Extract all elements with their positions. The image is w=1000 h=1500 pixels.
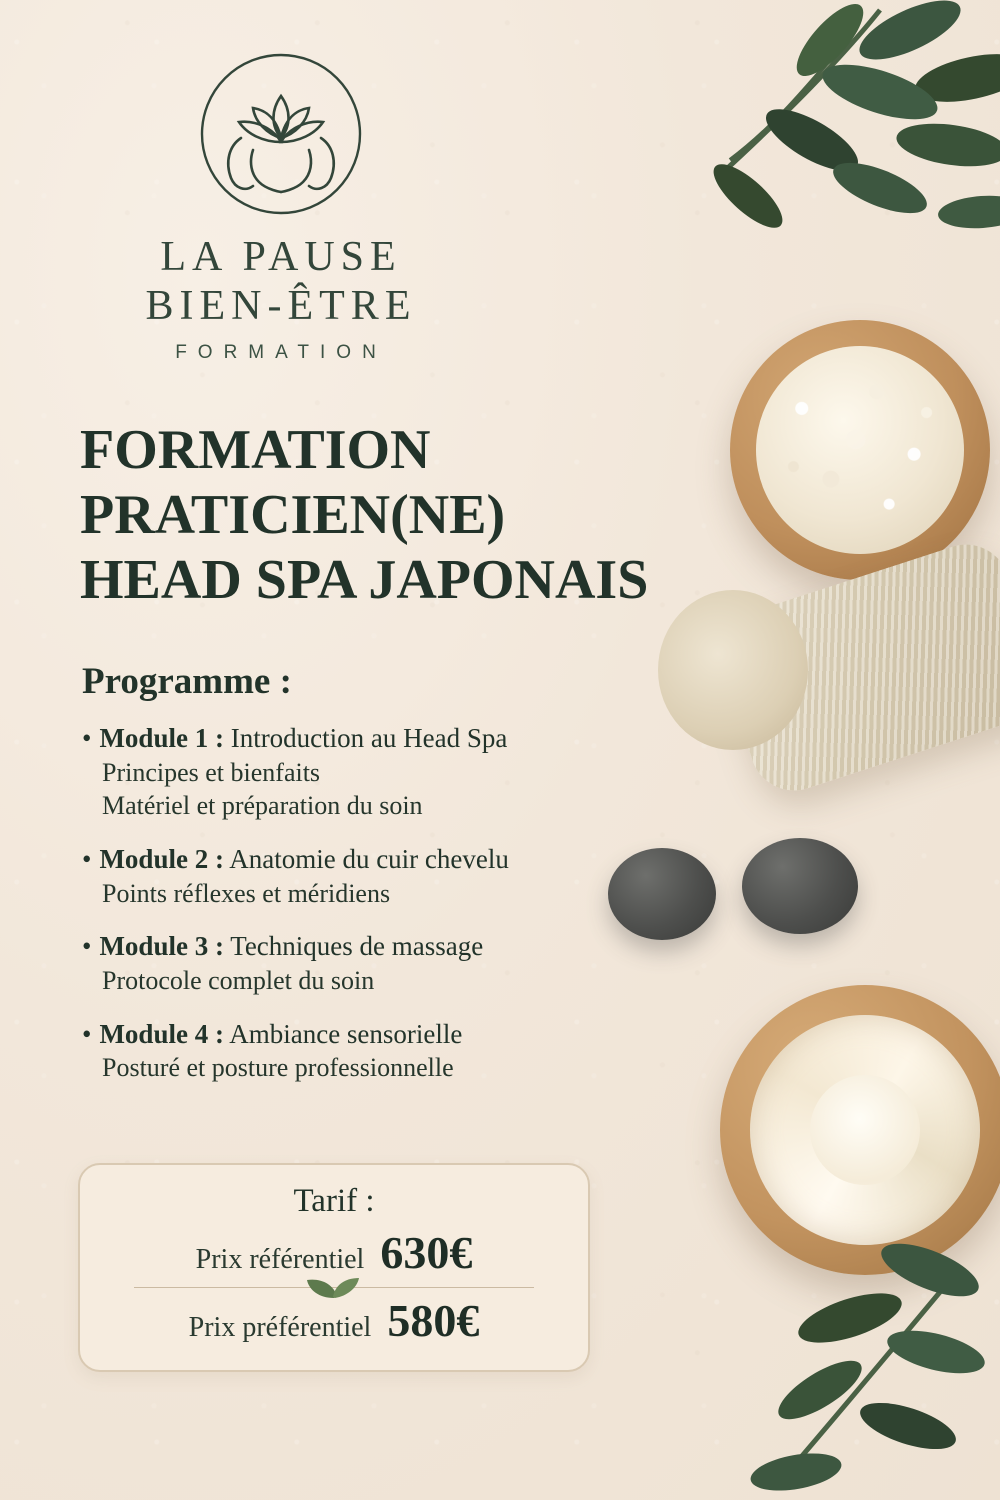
cream-surface bbox=[750, 1015, 980, 1245]
wooden-jar-with-cream bbox=[720, 985, 1000, 1275]
price-row-preferential bbox=[80, 1294, 588, 1347]
module-heading bbox=[82, 842, 722, 877]
bullet-icon: • bbox=[82, 844, 92, 875]
bullet-icon: • bbox=[82, 931, 92, 962]
module-detail: Principes et bienfaits bbox=[102, 757, 321, 787]
module-detail: Posturé et posture professionnelle bbox=[102, 1053, 454, 1083]
module-item bbox=[82, 929, 722, 997]
leaf-icon bbox=[307, 1276, 361, 1300]
brand-subtitle: FORMATION bbox=[175, 342, 387, 364]
module-detail: Points réflexes et méridiens bbox=[102, 878, 391, 908]
module-item bbox=[82, 842, 722, 910]
basalt-stone-right bbox=[742, 838, 858, 934]
lotus-in-hands-icon bbox=[197, 50, 365, 218]
salt-surface bbox=[756, 346, 964, 554]
price-divider bbox=[134, 1287, 534, 1288]
module-title: Introduction au Head Spa bbox=[230, 723, 508, 753]
price-card bbox=[78, 1163, 590, 1372]
module-heading bbox=[82, 929, 722, 964]
headline-line-1: FORMATION bbox=[80, 419, 431, 481]
eucalyptus-branch-bottom-icon bbox=[700, 1240, 1000, 1500]
price-card-title: Tarif : bbox=[293, 1183, 375, 1219]
module-item bbox=[82, 1017, 722, 1085]
headline-line-3: HEAD SPA JAPONAIS bbox=[80, 548, 649, 611]
price-value: 580€ bbox=[387, 1295, 480, 1346]
brand-name-line2: BIEN-ÊTRE bbox=[145, 283, 417, 330]
programme-title: Programme : bbox=[82, 661, 292, 702]
module-title: Ambiance sensorielle bbox=[229, 1018, 463, 1049]
module-detail: Matériel et préparation du soin bbox=[102, 791, 423, 821]
module-detail: Protocole complet du soin bbox=[102, 966, 375, 996]
price-value: 630€ bbox=[380, 1227, 473, 1278]
bullet-icon: • bbox=[82, 723, 92, 753]
headline-line-2: PRATICIEN(NE) bbox=[80, 483, 506, 546]
page-title bbox=[80, 418, 780, 613]
module-label: Module 4 : bbox=[99, 1018, 224, 1049]
module-item bbox=[82, 721, 722, 823]
eucalyptus-branch-top-icon bbox=[570, 0, 1000, 300]
price-row-referential bbox=[80, 1226, 588, 1279]
brand-logo bbox=[86, 50, 476, 364]
module-title: Anatomie du cuir chevelu bbox=[229, 844, 509, 875]
bullet-icon: • bbox=[82, 1018, 92, 1049]
module-label: Module 2 : bbox=[99, 844, 224, 875]
module-label: Module 1 : bbox=[99, 723, 224, 753]
module-heading bbox=[82, 1017, 722, 1052]
brand-name-line1: LA PAUSE bbox=[160, 234, 402, 280]
module-heading bbox=[82, 721, 722, 756]
module-label: Module 3 : bbox=[99, 931, 224, 962]
price-label: Prix référentiel bbox=[195, 1244, 365, 1275]
salt-grains bbox=[756, 346, 964, 554]
module-title: Techniques de massage bbox=[230, 931, 484, 962]
programme-section bbox=[82, 660, 722, 1104]
price-label: Prix préférentiel bbox=[188, 1312, 372, 1343]
